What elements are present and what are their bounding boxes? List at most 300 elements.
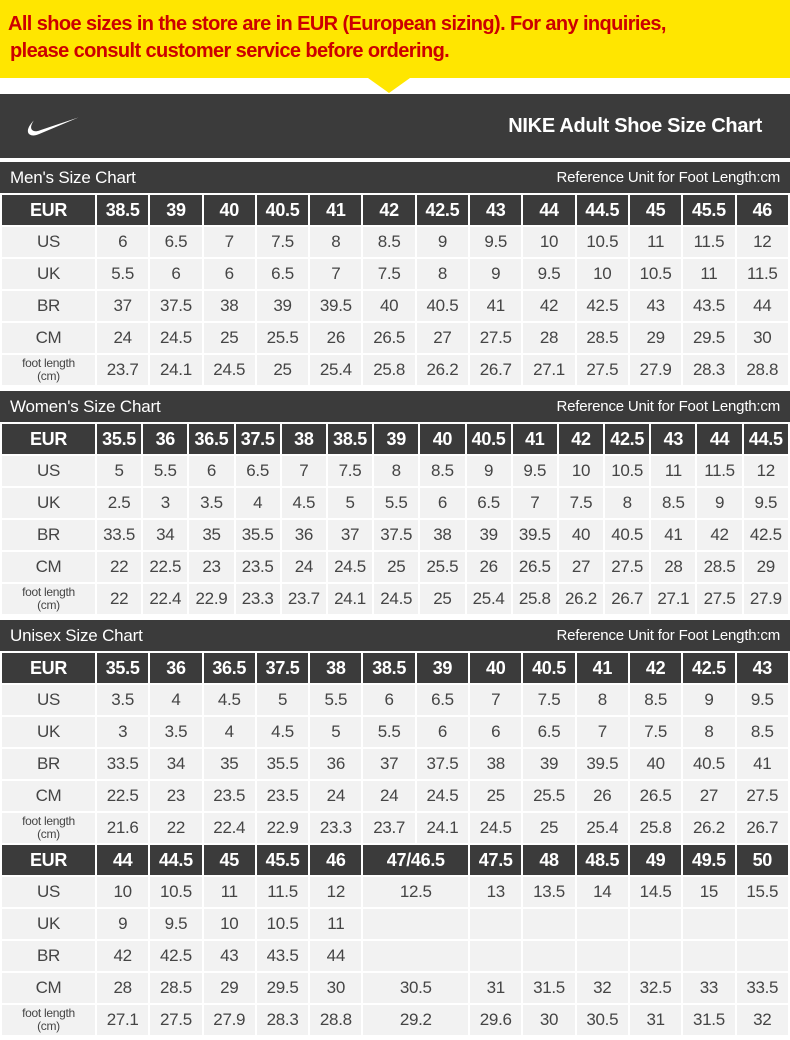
size-cell: 10 [97, 877, 148, 907]
size-cell: 24 [363, 781, 414, 811]
size-cell: 5.5 [97, 259, 148, 289]
unisex-size-chart [0, 620, 790, 1037]
size-cell: 27 [683, 781, 734, 811]
size-cell: 31 [470, 973, 521, 1003]
mens-reference-unit-label: Reference Unit for Foot Length:cm [556, 169, 780, 186]
size-row-us [2, 456, 788, 486]
size-cell: 33 [683, 973, 734, 1003]
size-cell: 32.5 [630, 973, 681, 1003]
size-cell: 38 [282, 424, 326, 454]
size-cell: 44.5 [577, 195, 628, 225]
size-cell: 45.5 [257, 845, 308, 875]
mens-section-title-bar [0, 162, 790, 193]
size-cell: 25 [374, 552, 418, 582]
size-cell: 42.5 [150, 941, 201, 971]
size-cell: 42.5 [577, 291, 628, 321]
notice-line-2: please consult customer service before ordering. [10, 40, 450, 62]
size-cell: 23 [189, 552, 233, 582]
size-cell: 5.5 [310, 685, 361, 715]
row-label: foot length (cm) [2, 813, 95, 843]
size-cell: 25 [523, 813, 574, 843]
size-cell: 41 [470, 291, 521, 321]
size-cell: 2.5 [97, 488, 141, 518]
size-cell: 25.5 [257, 323, 308, 353]
size-cell: 26.2 [559, 584, 603, 614]
size-row-cm [2, 781, 788, 811]
size-row-us [2, 227, 788, 257]
size-cell: 8.5 [651, 488, 695, 518]
size-cell: 22 [97, 584, 141, 614]
size-cell: 28.3 [683, 355, 734, 385]
size-cell: 22.9 [257, 813, 308, 843]
size-cell: 39.5 [310, 291, 361, 321]
size-cell: 40 [420, 424, 464, 454]
size-cell: 46 [737, 195, 788, 225]
size-cell: 44 [97, 845, 148, 875]
size-cell: 13 [470, 877, 521, 907]
size-cell: 11 [204, 877, 255, 907]
size-cell: 10 [204, 909, 255, 939]
size-cell: 26.2 [417, 355, 468, 385]
size-cell: 4 [204, 717, 255, 747]
size-row-eur [2, 424, 788, 454]
size-row-uk [2, 259, 788, 289]
size-cell: 8 [417, 259, 468, 289]
size-cell: 24.5 [470, 813, 521, 843]
size-cell: 39 [257, 291, 308, 321]
size-cell: 27.5 [577, 355, 628, 385]
size-cell: 40 [559, 520, 603, 550]
size-cell: 35.5 [257, 749, 308, 779]
womens-size-chart [0, 391, 790, 616]
size-cell: 39 [417, 653, 468, 683]
row-label: EUR [2, 424, 95, 454]
size-cell: 41 [577, 653, 628, 683]
size-cell: 30 [737, 323, 788, 353]
size-cell: 41 [310, 195, 361, 225]
row-label: US [2, 685, 95, 715]
size-cell: 8 [374, 456, 418, 486]
size-cell: 38.5 [328, 424, 372, 454]
size-cell: 22.5 [97, 781, 148, 811]
size-cell [737, 909, 788, 939]
size-row-cm [2, 323, 788, 353]
size-cell: 24.5 [374, 584, 418, 614]
size-cell: 36.5 [204, 653, 255, 683]
size-cell: 3.5 [97, 685, 148, 715]
size-cell: 29.2 [363, 1005, 468, 1035]
mens-section-title: Men's Size Chart [10, 167, 136, 187]
size-cell: 33.5 [97, 520, 141, 550]
row-label: US [2, 456, 95, 486]
size-cell: 25.4 [310, 355, 361, 385]
size-cell: 28.5 [577, 323, 628, 353]
size-cell: 25 [204, 323, 255, 353]
size-cell: 5.5 [374, 488, 418, 518]
size-cell: 24.5 [417, 781, 468, 811]
row-label: CM [2, 781, 95, 811]
size-cell: 27.5 [605, 552, 649, 582]
size-cell: 9.5 [513, 456, 557, 486]
size-cell: 45.5 [683, 195, 734, 225]
size-cell: 30 [310, 973, 361, 1003]
size-row-br [2, 749, 788, 779]
size-cell [523, 941, 574, 971]
size-cell: 28.8 [310, 1005, 361, 1035]
size-cell: 26 [310, 323, 361, 353]
size-cell: 7.5 [363, 259, 414, 289]
size-cell [577, 941, 628, 971]
size-cell: 29.5 [683, 323, 734, 353]
size-cell: 47.5 [470, 845, 521, 875]
size-cell: 43 [651, 424, 695, 454]
size-cell: 8.5 [630, 685, 681, 715]
size-cell: 28.3 [257, 1005, 308, 1035]
brand-header [0, 94, 790, 158]
size-cell: 10 [559, 456, 603, 486]
size-cell: 39 [150, 195, 201, 225]
size-cell: 26.5 [513, 552, 557, 582]
size-row-eur [2, 653, 788, 683]
size-cell: 38 [420, 520, 464, 550]
size-row-foot-length [2, 813, 788, 843]
size-row-br [2, 520, 788, 550]
size-cell: 34 [143, 520, 187, 550]
size-cell [523, 909, 574, 939]
size-cell: 7 [513, 488, 557, 518]
size-cell: 42.5 [744, 520, 788, 550]
row-label: US [2, 227, 95, 257]
size-cell: 6 [417, 717, 468, 747]
size-cell: 23.7 [97, 355, 148, 385]
size-cell: 29.6 [470, 1005, 521, 1035]
row-label: BR [2, 941, 95, 971]
size-cell: 25.4 [467, 584, 511, 614]
size-cell: 35.5 [97, 653, 148, 683]
size-cell: 42.5 [417, 195, 468, 225]
size-cell: 27.1 [651, 584, 695, 614]
mens-size-table [0, 193, 790, 387]
size-cell: 27.5 [150, 1005, 201, 1035]
row-label: EUR [2, 845, 95, 875]
size-cell: 8.5 [363, 227, 414, 257]
row-label: UK [2, 909, 95, 939]
size-cell: 33.5 [737, 973, 788, 1003]
size-cell [577, 909, 628, 939]
size-cell: 37.5 [236, 424, 280, 454]
size-cell: 4 [236, 488, 280, 518]
row-label: BR [2, 520, 95, 550]
size-cell: 6.5 [467, 488, 511, 518]
size-cell: 40.5 [417, 291, 468, 321]
size-cell: 11.5 [683, 227, 734, 257]
size-cell: 42 [630, 653, 681, 683]
size-cell: 45 [630, 195, 681, 225]
size-cell: 27.1 [523, 355, 574, 385]
notice-line-1: All shoe sizes in the store are in EUR (European sizing). For any inquiries, [8, 13, 666, 35]
size-cell: 7 [282, 456, 326, 486]
size-cell: 36 [282, 520, 326, 550]
unisex-reference-unit-label: Reference Unit for Foot Length:cm [556, 627, 780, 644]
size-cell: 42 [523, 291, 574, 321]
row-label: UK [2, 488, 95, 518]
size-cell: 9 [683, 685, 734, 715]
size-row-foot-length [2, 584, 788, 614]
size-cell: 25.8 [630, 813, 681, 843]
size-cell: 40.5 [523, 653, 574, 683]
size-cell: 41 [651, 520, 695, 550]
size-cell: 40.5 [605, 520, 649, 550]
size-row-uk [2, 717, 788, 747]
size-cell: 26.7 [470, 355, 521, 385]
size-cell: 8 [683, 717, 734, 747]
size-cell: 27.1 [97, 1005, 148, 1035]
size-cell: 26.5 [630, 781, 681, 811]
size-cell: 44.5 [150, 845, 201, 875]
size-cell: 3.5 [189, 488, 233, 518]
size-cell: 32 [737, 1005, 788, 1035]
size-cell: 10.5 [150, 877, 201, 907]
size-cell: 28.5 [697, 552, 741, 582]
size-cell: 34 [150, 749, 201, 779]
size-row-cm [2, 552, 788, 582]
size-cell: 6.5 [523, 717, 574, 747]
size-cell: 35 [204, 749, 255, 779]
size-cell: 4.5 [204, 685, 255, 715]
size-cell: 38.5 [363, 653, 414, 683]
size-cell: 37.5 [374, 520, 418, 550]
size-cell: 9 [467, 456, 511, 486]
size-cell: 33.5 [97, 749, 148, 779]
size-cell: 6 [204, 259, 255, 289]
unisex-section-title: Unisex Size Chart [10, 625, 143, 645]
size-cell: 4.5 [257, 717, 308, 747]
size-cell: 31.5 [523, 973, 574, 1003]
size-cell: 4.5 [282, 488, 326, 518]
size-cell: 8.5 [737, 717, 788, 747]
size-cell: 42 [97, 941, 148, 971]
size-cell: 44 [310, 941, 361, 971]
size-cell [683, 941, 734, 971]
size-cell: 42.5 [605, 424, 649, 454]
size-cell: 29 [204, 973, 255, 1003]
size-cell: 39 [467, 520, 511, 550]
row-label: foot length (cm) [2, 355, 95, 385]
size-row-foot-length [2, 355, 788, 385]
size-cell: 26.2 [683, 813, 734, 843]
size-cell: 40 [470, 653, 521, 683]
size-cell: 35.5 [97, 424, 141, 454]
size-cell: 14 [577, 877, 628, 907]
size-cell: 7 [577, 717, 628, 747]
size-cell: 27 [417, 323, 468, 353]
row-label: BR [2, 291, 95, 321]
size-cell: 9.5 [470, 227, 521, 257]
size-cell: 7 [470, 685, 521, 715]
size-row-uk [2, 488, 788, 518]
size-cell: 5 [310, 717, 361, 747]
size-cell: 11.5 [737, 259, 788, 289]
size-cell: 24.1 [150, 355, 201, 385]
size-cell: 40 [204, 195, 255, 225]
size-row-eur [2, 845, 788, 875]
size-cell: 3.5 [150, 717, 201, 747]
size-cell: 37.5 [150, 291, 201, 321]
size-cell: 28.8 [737, 355, 788, 385]
size-cell: 24 [310, 781, 361, 811]
size-row-eur [2, 195, 788, 225]
size-cell: 11 [651, 456, 695, 486]
size-cell: 48 [523, 845, 574, 875]
size-cell: 11 [310, 909, 361, 939]
size-cell: 5.5 [363, 717, 414, 747]
size-cell: 22 [97, 552, 141, 582]
size-cell: 40.5 [683, 749, 734, 779]
size-cell: 36 [310, 749, 361, 779]
size-row-us [2, 685, 788, 715]
size-cell: 30.5 [363, 973, 468, 1003]
size-cell: 23.7 [363, 813, 414, 843]
banner-pointer-triangle [368, 78, 410, 93]
unisex-section-title-bar [0, 620, 790, 651]
size-row-foot-length [2, 1005, 788, 1035]
size-cell: 11 [630, 227, 681, 257]
size-cell: 24 [282, 552, 326, 582]
size-cell: 29 [630, 323, 681, 353]
size-cell: 28.5 [150, 973, 201, 1003]
size-cell: 40.5 [467, 424, 511, 454]
row-label: foot length (cm) [2, 584, 95, 614]
size-cell: 7.5 [257, 227, 308, 257]
size-cell: 27.9 [744, 584, 788, 614]
size-cell: 26 [467, 552, 511, 582]
size-cell: 10.5 [605, 456, 649, 486]
size-row-uk [2, 909, 788, 939]
size-cell [470, 909, 521, 939]
size-cell: 6.5 [417, 685, 468, 715]
size-cell: 7.5 [328, 456, 372, 486]
size-cell: 44 [697, 424, 741, 454]
size-cell: 25 [470, 781, 521, 811]
size-cell: 25.4 [577, 813, 628, 843]
size-cell: 6 [420, 488, 464, 518]
row-label: BR [2, 749, 95, 779]
size-cell: 10 [523, 227, 574, 257]
size-cell: 25.8 [363, 355, 414, 385]
size-cell: 38 [310, 653, 361, 683]
size-cell: 44 [523, 195, 574, 225]
size-cell: 30 [523, 1005, 574, 1035]
size-cell: 24 [97, 323, 148, 353]
row-label: US [2, 877, 95, 907]
notice-banner [0, 0, 790, 78]
size-cell: 22.4 [204, 813, 255, 843]
size-cell: 6 [470, 717, 521, 747]
size-cell: 7.5 [523, 685, 574, 715]
size-cell: 5.5 [143, 456, 187, 486]
womens-section-title-bar [0, 391, 790, 422]
size-cell: 39.5 [513, 520, 557, 550]
size-cell: 44.5 [744, 424, 788, 454]
size-cell: 27.9 [204, 1005, 255, 1035]
size-cell: 10.5 [257, 909, 308, 939]
size-cell: 25.5 [523, 781, 574, 811]
row-label: UK [2, 717, 95, 747]
size-cell: 40 [363, 291, 414, 321]
size-cell [363, 909, 468, 939]
size-cell: 23.7 [282, 584, 326, 614]
size-cell: 43 [204, 941, 255, 971]
size-cell: 37 [328, 520, 372, 550]
size-cell: 9.5 [523, 259, 574, 289]
size-cell: 26.7 [737, 813, 788, 843]
mens-size-chart [0, 162, 790, 387]
size-cell: 10.5 [577, 227, 628, 257]
size-cell: 49.5 [683, 845, 734, 875]
size-cell: 27.5 [697, 584, 741, 614]
size-cell: 15.5 [737, 877, 788, 907]
size-cell: 25 [420, 584, 464, 614]
size-cell: 7 [310, 259, 361, 289]
size-cell [630, 909, 681, 939]
size-cell: 24.5 [328, 552, 372, 582]
size-cell: 27.5 [470, 323, 521, 353]
size-cell: 23 [150, 781, 201, 811]
size-cell: 6.5 [150, 227, 201, 257]
size-cell: 5 [97, 456, 141, 486]
size-cell: 46 [310, 845, 361, 875]
size-cell: 37.5 [257, 653, 308, 683]
size-cell: 43 [630, 291, 681, 321]
size-cell: 8.5 [420, 456, 464, 486]
size-cell: 38.5 [97, 195, 148, 225]
size-cell: 6 [150, 259, 201, 289]
size-cell: 7 [204, 227, 255, 257]
size-cell: 7.5 [630, 717, 681, 747]
size-row-br [2, 291, 788, 321]
size-cell: 23.5 [236, 552, 280, 582]
size-cell: 44 [737, 291, 788, 321]
size-cell: 23.3 [236, 584, 280, 614]
size-cell: 7.5 [559, 488, 603, 518]
size-cell: 27.9 [630, 355, 681, 385]
size-cell: 22 [150, 813, 201, 843]
size-cell: 45 [204, 845, 255, 875]
size-cell: 43.5 [683, 291, 734, 321]
size-cell: 31.5 [683, 1005, 734, 1035]
size-row-br [2, 941, 788, 971]
size-cell: 8 [310, 227, 361, 257]
page-title: NIKE Adult Shoe Size Chart [508, 114, 762, 137]
size-cell: 47/46.5 [363, 845, 468, 875]
size-cell: 29.5 [257, 973, 308, 1003]
size-cell: 24.1 [417, 813, 468, 843]
size-cell: 35 [189, 520, 233, 550]
size-cell: 22.4 [143, 584, 187, 614]
size-cell: 9 [470, 259, 521, 289]
size-cell: 40 [630, 749, 681, 779]
row-label: CM [2, 552, 95, 582]
size-cell: 36 [150, 653, 201, 683]
size-cell: 23.5 [204, 781, 255, 811]
size-cell: 9.5 [150, 909, 201, 939]
size-cell: 39.5 [577, 749, 628, 779]
size-cell [363, 941, 468, 971]
size-cell: 42.5 [683, 653, 734, 683]
size-cell: 42 [697, 520, 741, 550]
size-cell: 40.5 [257, 195, 308, 225]
nike-swoosh-icon [24, 115, 80, 137]
